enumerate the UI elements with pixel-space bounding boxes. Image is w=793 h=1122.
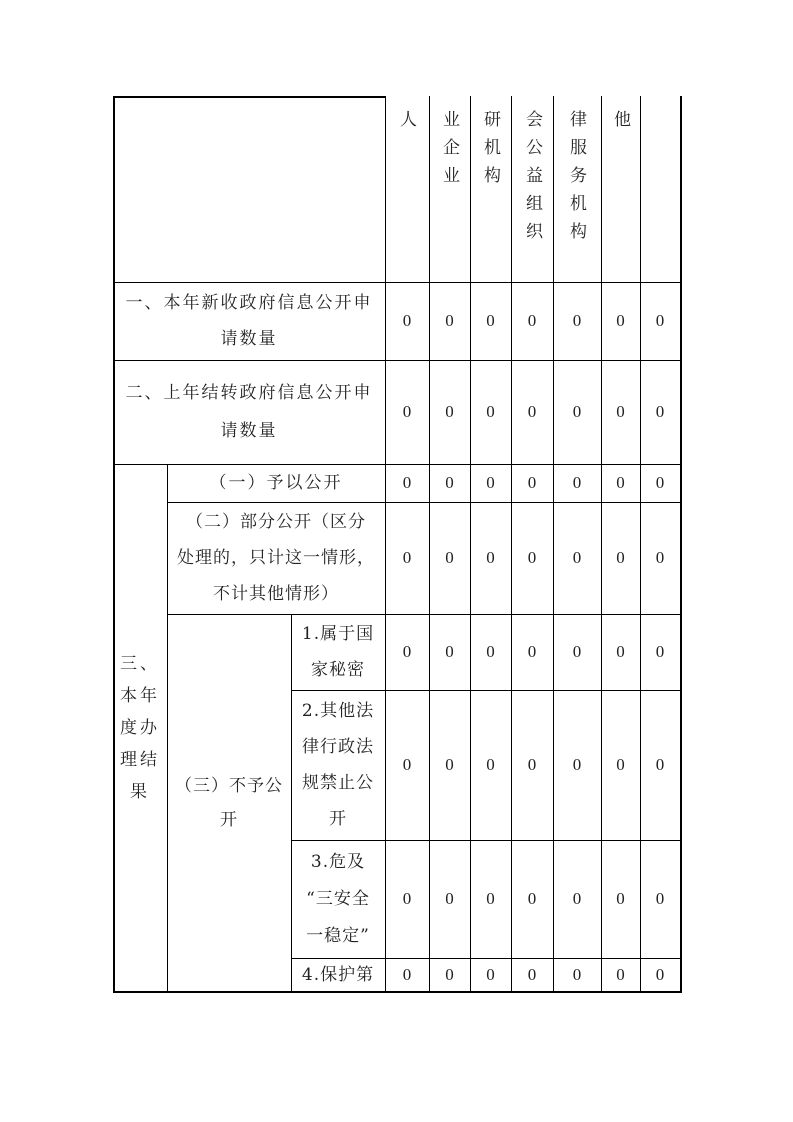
value-cell: 0 bbox=[616, 548, 625, 567]
value-cell: 0 bbox=[572, 402, 582, 421]
value-cell: 0 bbox=[527, 755, 537, 774]
grid-line bbox=[511, 96, 512, 993]
col-header-3: 研机构 bbox=[480, 110, 500, 194]
value-cell: 0 bbox=[572, 548, 582, 567]
value-cell: 0 bbox=[655, 755, 665, 774]
grid-line bbox=[429, 96, 430, 993]
deny-item-3-label: 3.危及 “三安全 一稳定” bbox=[306, 851, 370, 946]
section3-label: 三、 本年 度办 理结 果 bbox=[120, 654, 160, 802]
col-header-5: 律服务机构 bbox=[566, 110, 586, 250]
grid-line bbox=[291, 690, 681, 691]
grid-line bbox=[167, 502, 681, 503]
value-cell: 0 bbox=[486, 548, 495, 567]
value-cell: 0 bbox=[486, 402, 495, 421]
value-cell: 0 bbox=[486, 965, 495, 984]
value-cell: 0 bbox=[616, 473, 625, 492]
grid-line bbox=[680, 96, 682, 993]
col-header-1: 人 bbox=[396, 110, 416, 138]
value-cell: 0 bbox=[655, 311, 665, 330]
value-cell: 0 bbox=[527, 402, 537, 421]
value-cell: 0 bbox=[616, 402, 625, 421]
row-label-line: 二、上年结转政府信息公开申 bbox=[125, 383, 373, 403]
row-label-line: 一、本年新收政府信息公开申 bbox=[125, 293, 373, 313]
grid-line bbox=[113, 282, 681, 283]
grid-line bbox=[640, 96, 641, 993]
value-cell: 0 bbox=[445, 889, 454, 908]
value-cell: 0 bbox=[402, 473, 412, 492]
value-cell: 0 bbox=[572, 965, 582, 984]
value-cell: 0 bbox=[616, 965, 625, 984]
row-label-grant: （一）予以公开 bbox=[209, 473, 343, 493]
grid-line bbox=[113, 96, 115, 993]
value-cell: 0 bbox=[572, 473, 582, 492]
value-cell: 0 bbox=[572, 889, 582, 908]
value-cell: 0 bbox=[572, 642, 582, 661]
value-cell: 0 bbox=[486, 473, 495, 492]
value-cell: 0 bbox=[655, 889, 665, 908]
value-cell: 0 bbox=[486, 755, 495, 774]
col-header-4: 会公益组织 bbox=[522, 110, 542, 250]
value-cell: 0 bbox=[616, 755, 625, 774]
value-cell: 0 bbox=[655, 642, 665, 661]
value-cell: 0 bbox=[445, 311, 454, 330]
row-label-partial: （二）部分公开（区分 处理的，只计这一情形， 不计其他情形） bbox=[177, 512, 375, 604]
grid-line bbox=[291, 958, 681, 959]
value-cell: 0 bbox=[486, 889, 495, 908]
value-cell: 0 bbox=[655, 548, 665, 567]
grid-line bbox=[470, 96, 471, 993]
value-cell: 0 bbox=[402, 889, 412, 908]
value-cell: 0 bbox=[402, 642, 412, 661]
value-cell: 0 bbox=[572, 311, 582, 330]
grid-line bbox=[113, 360, 681, 361]
value-cell: 0 bbox=[527, 473, 537, 492]
value-cell: 0 bbox=[402, 402, 412, 421]
row-label-line: 请数量 bbox=[220, 329, 278, 349]
value-cell: 0 bbox=[445, 965, 454, 984]
row-label-deny: （三）不予公 开 bbox=[175, 776, 283, 830]
value-cell: 0 bbox=[527, 642, 537, 661]
row-label-line: 请数量 bbox=[220, 421, 278, 441]
grid-line bbox=[167, 464, 168, 993]
value-cell: 0 bbox=[655, 473, 665, 492]
value-cell: 0 bbox=[527, 965, 537, 984]
value-cell: 0 bbox=[445, 402, 454, 421]
value-cell: 0 bbox=[655, 965, 665, 984]
value-cell: 0 bbox=[445, 473, 454, 492]
grid-line bbox=[385, 96, 386, 993]
value-cell: 0 bbox=[402, 311, 412, 330]
value-cell: 0 bbox=[572, 755, 582, 774]
value-cell: 0 bbox=[616, 311, 625, 330]
value-cell: 0 bbox=[616, 889, 625, 908]
grid-line bbox=[601, 96, 602, 993]
deny-item-1-label: 1.属于国 家秘密 bbox=[301, 624, 375, 680]
value-cell: 0 bbox=[402, 548, 412, 567]
value-cell: 0 bbox=[402, 755, 412, 774]
value-cell: 0 bbox=[655, 402, 665, 421]
deny-item-4-label: 4.保护第 bbox=[301, 965, 375, 985]
col-header-6: 他 bbox=[610, 110, 630, 138]
value-cell: 0 bbox=[402, 965, 412, 984]
value-cell: 0 bbox=[616, 642, 625, 661]
value-cell: 0 bbox=[527, 311, 537, 330]
row-label-new-applications bbox=[113, 282, 385, 360]
grid-line bbox=[553, 96, 554, 993]
value-cell: 0 bbox=[445, 548, 454, 567]
value-cell: 0 bbox=[486, 311, 495, 330]
grid-line bbox=[291, 614, 292, 993]
grid-line bbox=[291, 840, 681, 841]
value-cell: 0 bbox=[445, 642, 454, 661]
grid-line bbox=[113, 991, 681, 993]
grid-line bbox=[113, 96, 386, 98]
row-label-carried-over bbox=[113, 360, 385, 464]
deny-item-2-label: 2.其他法 律行政法 规禁止公 开 bbox=[301, 701, 375, 829]
col-header-2: 业企业 bbox=[439, 110, 459, 194]
value-cell: 0 bbox=[527, 548, 537, 567]
grid-line bbox=[113, 464, 681, 465]
value-cell: 0 bbox=[445, 755, 454, 774]
grid-line bbox=[167, 614, 681, 615]
value-cell: 0 bbox=[527, 889, 537, 908]
value-cell: 0 bbox=[486, 642, 495, 661]
